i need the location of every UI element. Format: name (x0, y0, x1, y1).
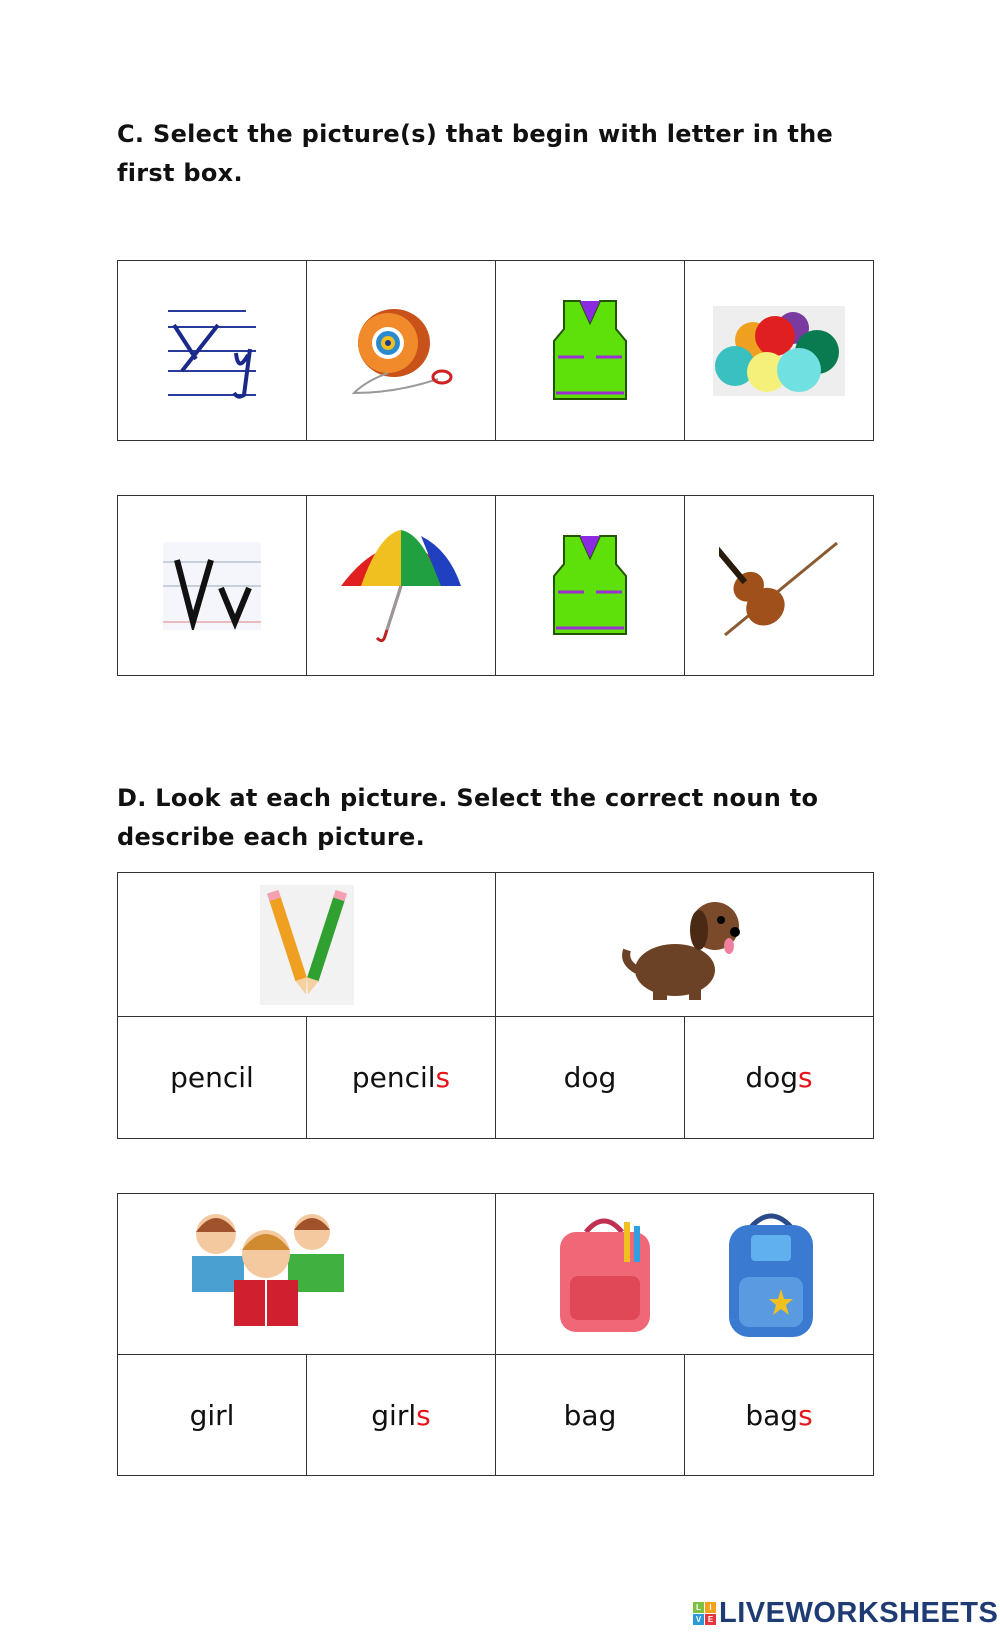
girls-picture-cell (118, 1194, 496, 1355)
pencils-image (260, 885, 354, 1005)
dog-image (617, 886, 753, 1004)
picture-vest-2[interactable] (496, 496, 685, 676)
option-label: pencil (351, 1061, 436, 1094)
option-bags[interactable] (685, 1355, 874, 1476)
noun-table-1 (117, 872, 874, 1139)
picture-vest[interactable] (496, 261, 685, 441)
violin-image (719, 529, 839, 643)
plural-suffix: s (416, 1398, 431, 1432)
umbrella-image (339, 526, 463, 646)
plural-suffix: s (435, 1061, 451, 1094)
option-dogs[interactable] (685, 1017, 874, 1139)
picture-umbrella[interactable] (307, 496, 496, 676)
option-label: girl (189, 1398, 235, 1432)
section-c-heading: C. Select the picture(s) that begin with letter in the first box. (117, 120, 834, 187)
letter-v-card (118, 496, 307, 676)
liveworksheets-logo (693, 1597, 998, 1630)
section-d-heading: D. Look at each picture. Select the correct noun to describe each picture. (117, 784, 819, 851)
picture-yarn[interactable] (685, 261, 874, 441)
blue-bag-image (721, 1207, 821, 1341)
letter-v-row (117, 495, 874, 676)
pencils-picture-cell (118, 873, 496, 1017)
logo-text: LIVEWORKSHEETS (719, 1597, 999, 1629)
plural-suffix: s (798, 1061, 813, 1094)
logo-blocks-icon: L I V E (693, 1602, 716, 1625)
option-label: dog (745, 1061, 799, 1094)
yarn-image (713, 306, 845, 396)
option-dog[interactable] (496, 1017, 685, 1139)
option-label: girl (371, 1398, 417, 1432)
pink-bag-image (548, 1212, 666, 1336)
plural-suffix: s (798, 1398, 813, 1432)
dog-picture-cell (496, 873, 874, 1017)
letter-y-image (166, 303, 258, 399)
option-label: bag (563, 1398, 617, 1432)
option-pencil[interactable] (118, 1017, 307, 1139)
option-label: pencil (170, 1061, 254, 1094)
girls-image (188, 1204, 348, 1344)
letter-y-row (117, 260, 874, 441)
letter-v-image (163, 542, 261, 630)
picture-yoyo[interactable] (307, 261, 496, 441)
vest-image (550, 299, 630, 403)
option-pencils[interactable] (307, 1017, 496, 1139)
option-label: bag (745, 1398, 799, 1432)
picture-violin[interactable] (685, 496, 874, 676)
letter-y-card (118, 261, 307, 441)
yoyo-image (346, 301, 456, 401)
vest-image (550, 534, 630, 638)
option-bag[interactable] (496, 1355, 685, 1476)
noun-table-2 (117, 1193, 874, 1476)
option-label: dog (563, 1061, 617, 1094)
option-girls[interactable] (307, 1355, 496, 1476)
option-girl[interactable] (118, 1355, 307, 1476)
bags-picture-cell (496, 1194, 874, 1355)
